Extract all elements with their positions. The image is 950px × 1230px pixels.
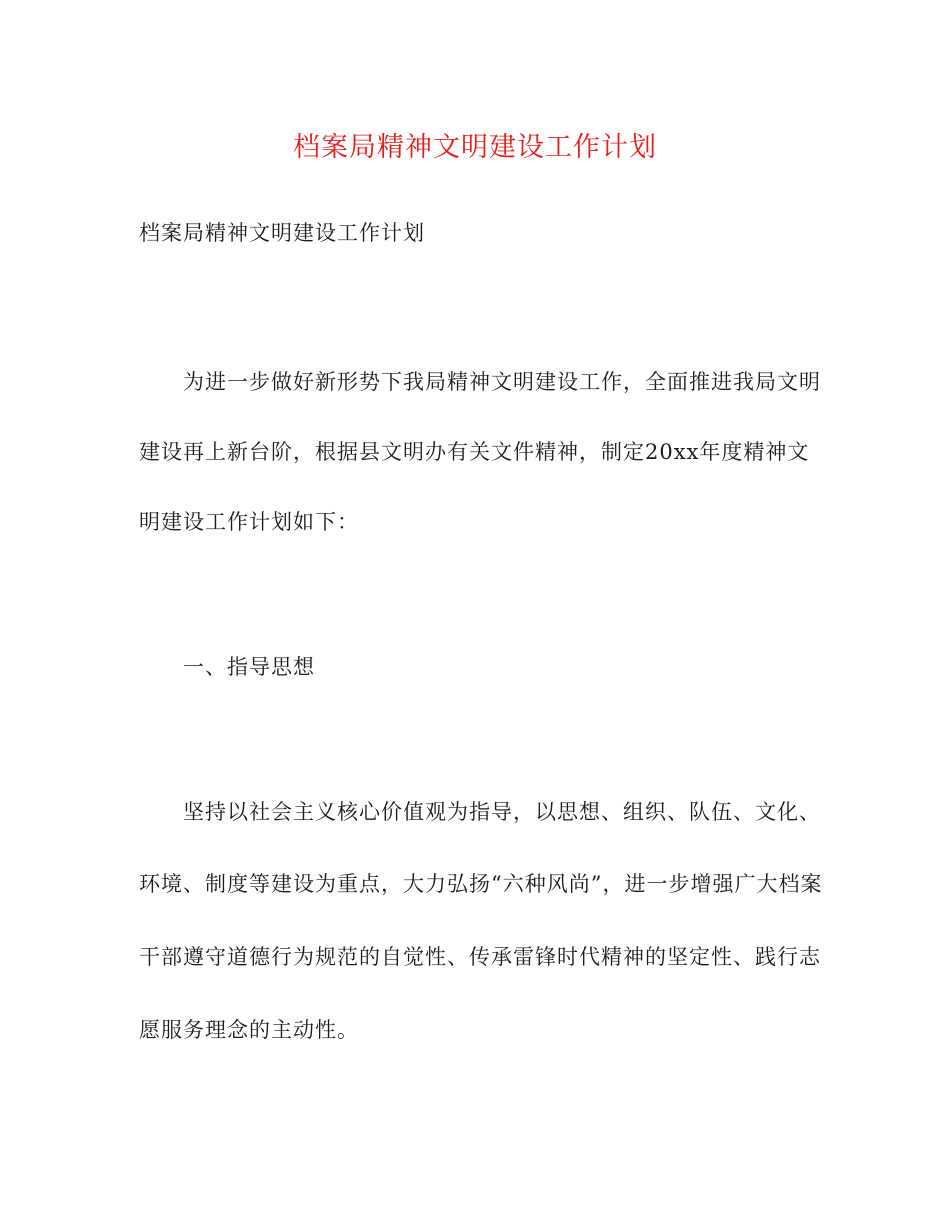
paragraph1-line-2: 建设再上新台阶，根据县文明办有关文件精神，制定20xx年度精神文	[139, 440, 810, 464]
paragraph2-line-1: 坚持以社会主义核心价值观为指导，以思想、组织、队伍、文化、	[183, 800, 821, 824]
document-subtitle: 档案局精神文明建设工作计划	[139, 221, 425, 245]
section-heading-guiding-ideology: 一、指导思想	[183, 655, 315, 679]
paragraph2-line-2: 环境、制度等建设为重点，大力弘扬“六种风尚”，进一步增强广大档案	[139, 872, 823, 896]
document-title: 档案局精神文明建设工作计划	[293, 132, 657, 163]
paragraph1-line-1: 为进一步做好新形势下我局精神文明建设工作，全面推进我局文明	[183, 370, 821, 394]
paragraph2-line-3: 干部遵守道德行为规范的自觉性、传承雷锋时代精神的坚定性、践行志	[139, 945, 821, 969]
paragraph2-line-4: 愿服务理念的主动性。	[139, 1018, 359, 1042]
paragraph1-line-3: 明建设工作计划如下：	[139, 510, 359, 534]
